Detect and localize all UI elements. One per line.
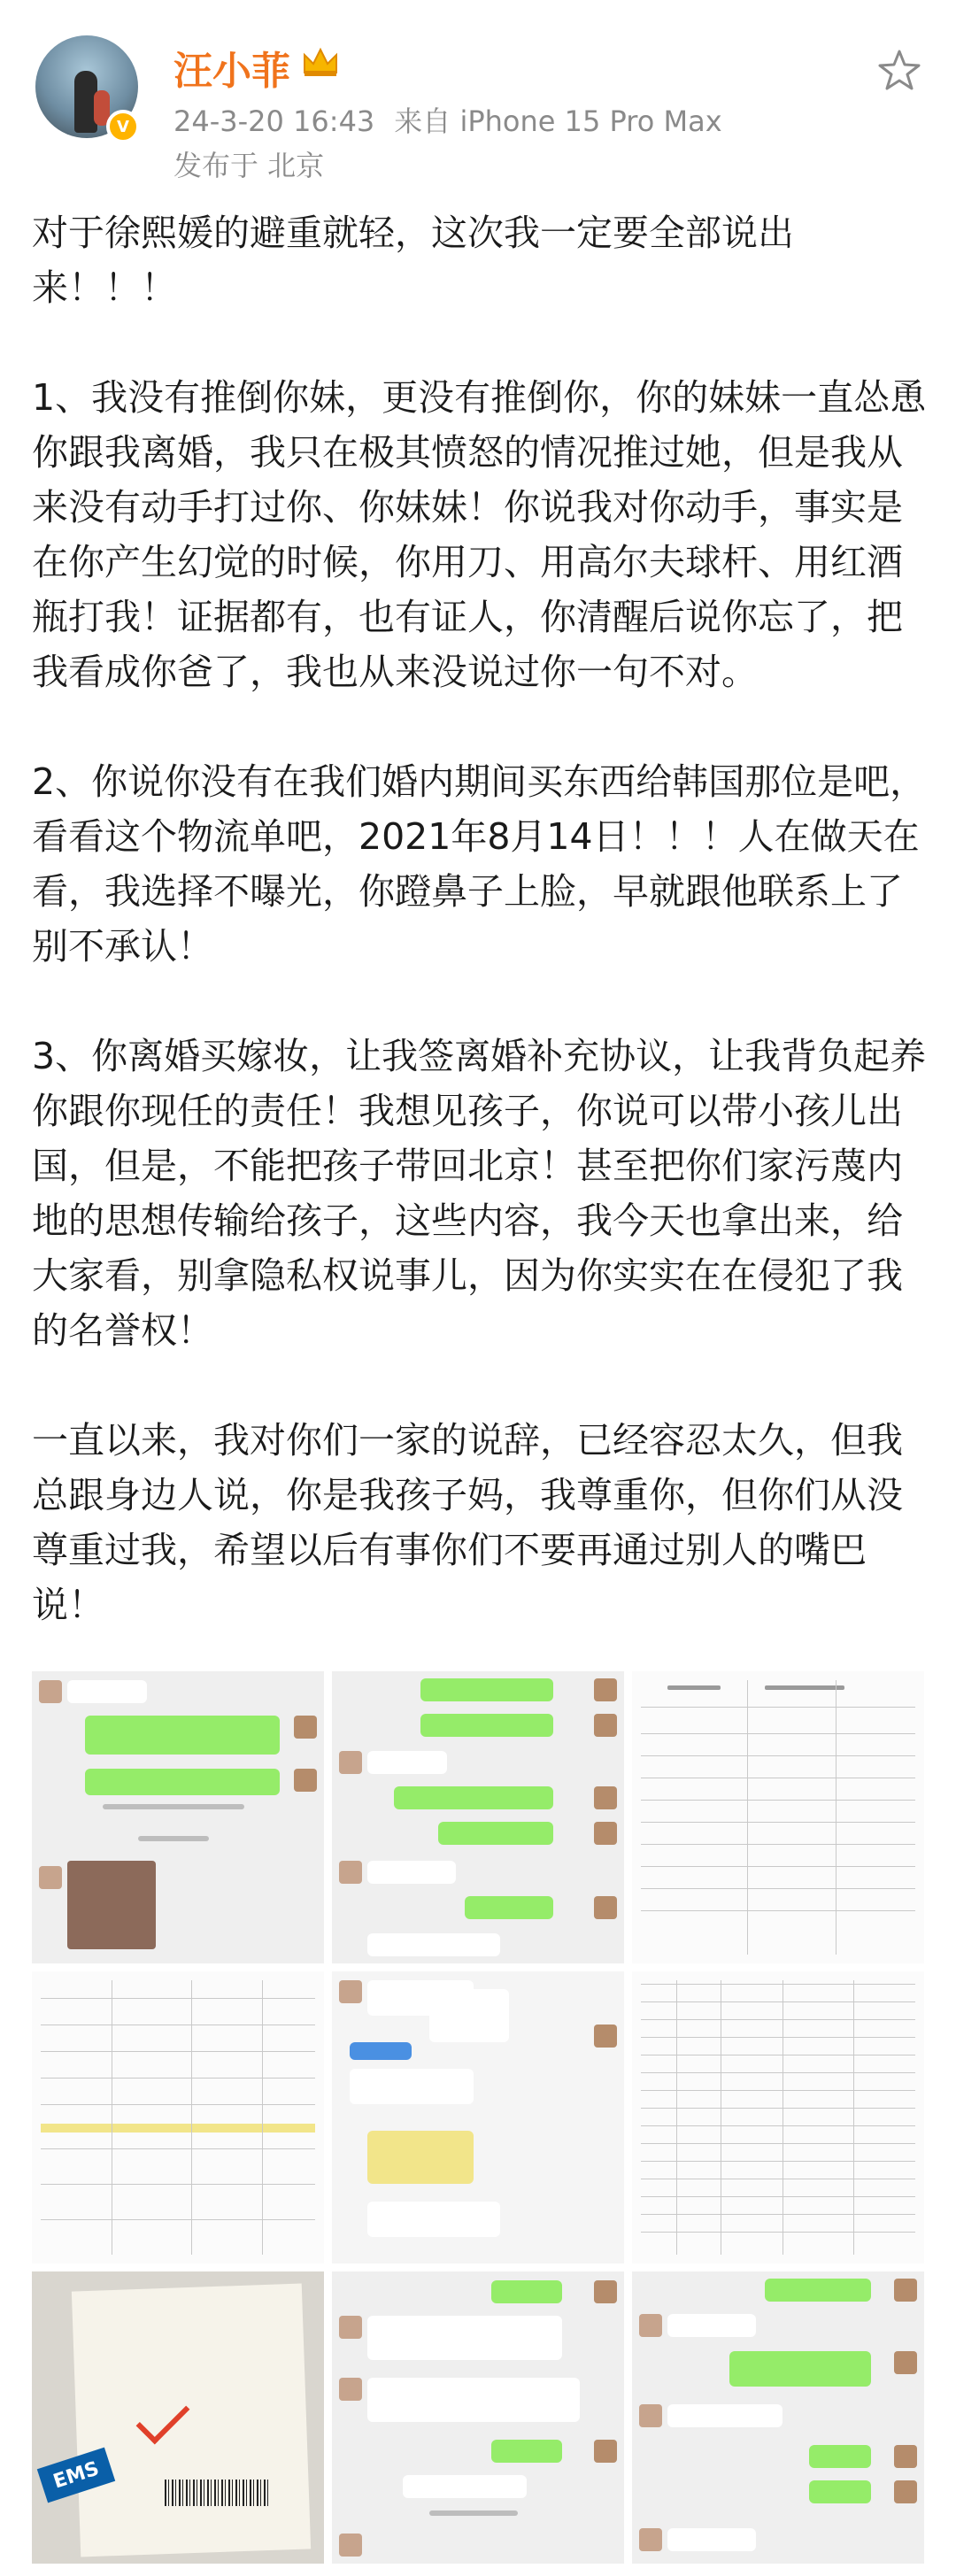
chat-bubble (350, 2069, 474, 2104)
table-row (641, 1755, 915, 1756)
table-row (641, 1822, 915, 1823)
post-source: 来自 iPhone 15 Pro Max (394, 104, 722, 138)
image-thumb-9[interactable] (632, 2271, 924, 2564)
chat-bubble (394, 1786, 553, 1809)
table-row (641, 1866, 915, 1867)
doc-text (765, 1685, 844, 1690)
image-thumb-3[interactable] (632, 1671, 924, 1963)
table-row (41, 2219, 315, 2220)
star-icon[interactable] (876, 48, 922, 94)
table-row (641, 2161, 915, 2162)
chat-bubble (420, 1678, 553, 1701)
chat-avatar (339, 2316, 362, 2339)
chat-avatar (594, 2025, 617, 2048)
chat-bubble (491, 2440, 562, 2463)
table-row (641, 2037, 915, 2038)
table-col (853, 1980, 854, 2255)
chat-time (429, 2510, 518, 2516)
chat-note (103, 1804, 244, 1809)
chat-bubble (809, 2480, 871, 2503)
chat-avatar (294, 1769, 317, 1792)
image-thumb-1[interactable] (32, 1671, 324, 1963)
table-row (41, 2184, 315, 2185)
table-row (641, 1707, 915, 1708)
chat-avatar (894, 2279, 917, 2302)
table-row (641, 1844, 915, 1845)
table-col (676, 1980, 677, 2255)
table-row (641, 2214, 915, 2215)
chat-avatar (39, 1866, 62, 1889)
chat-bubble (438, 1822, 553, 1845)
image-thumb-6[interactable] (632, 1971, 924, 2264)
highlight-row (41, 2124, 315, 2133)
image-thumb-7[interactable] (32, 2271, 324, 2564)
table-row (41, 2078, 315, 2079)
chat-avatar (594, 1786, 617, 1809)
table-row (641, 2196, 915, 2197)
chat-bubble (350, 2042, 412, 2060)
table-col (262, 1980, 263, 2255)
chat-bubble (403, 2475, 527, 2498)
chat-avatar (594, 2440, 617, 2463)
table-col (191, 1980, 192, 2255)
chat-bubble (367, 1861, 456, 1884)
chat-bubble (420, 1714, 553, 1737)
table-row (641, 2232, 915, 2233)
chat-bubble (729, 2351, 871, 2387)
chat-bubble (367, 1933, 500, 1956)
table-row (641, 1910, 915, 1911)
chat-avatar (339, 1861, 362, 1884)
chat-bubble (491, 2280, 562, 2303)
chat-avatar (594, 1822, 617, 1845)
chat-avatar (594, 1896, 617, 1919)
image-thumb-2[interactable] (332, 1671, 624, 1963)
chat-bubble (367, 2202, 500, 2237)
chat-bubble (667, 2314, 756, 2337)
barcode (165, 2480, 271, 2506)
table-row (41, 2051, 315, 2052)
chat-bubble (367, 2131, 474, 2184)
chat-bubble (465, 1896, 553, 1919)
chat-avatar (594, 1714, 617, 1737)
chat-avatar (639, 2404, 662, 2427)
table-row (641, 1733, 915, 1734)
chat-bubble (367, 1751, 447, 1774)
post-timestamp: 24-3-20 16:43 (173, 104, 375, 138)
chat-avatar (39, 1680, 62, 1703)
chat-avatar (894, 2351, 917, 2374)
chat-avatar (339, 2534, 362, 2557)
post-paragraph: 3、你离婚买嫁妆，让我签离婚补充协议，让我背负起养你跟你现任的责任！我想见孩子，你说可以带小孩儿出国，但是，不能把孩子带回北京！甚至把你们家污蔑内地的思想传输给孩子，这些内容，我今天也拿出来，给大家看，别拿隐私权说事儿，因为你实实在在侵犯了我的名誉权！ (32, 1035, 927, 1352)
chat-avatar (594, 1678, 617, 1701)
chat-avatar (594, 2280, 617, 2303)
chat-avatar (294, 1716, 317, 1739)
table-row (641, 1800, 915, 1801)
post-paragraph: 2、你说你没有在我们婚内期间买东西给韩国那位是吧，看看这个物流单吧，2021年8月14日！！！人在做天在看，我选择不曝光，你蹬鼻子上脸，早就跟他联系上了别不承认！ (32, 760, 927, 968)
chat-avatar (639, 2528, 662, 2551)
image-thumb-5[interactable] (332, 1971, 624, 2264)
chat-bubble (429, 1989, 509, 2042)
chat-bubble (67, 1680, 147, 1703)
chat-bubble (85, 1769, 280, 1795)
table-row (641, 2125, 915, 2126)
table-row (641, 2090, 915, 2091)
chat-bubble (667, 2528, 756, 2551)
post-body (32, 205, 931, 1632)
table-row (641, 2001, 915, 2002)
chat-avatar (339, 2378, 362, 2401)
doc-text (667, 1685, 721, 1690)
crown-icon (301, 46, 340, 78)
table-col (747, 1680, 748, 1955)
table-row (41, 1998, 315, 1999)
chat-bubble (765, 2279, 871, 2302)
image-thumb-8[interactable] (332, 2271, 624, 2564)
verified-badge-icon: V (106, 110, 140, 143)
chat-bubble (367, 2378, 580, 2422)
table-row (41, 2104, 315, 2105)
table-row (641, 2019, 915, 2020)
receipt-paper (72, 2284, 311, 2557)
table-row (641, 1984, 915, 1985)
post-meta (173, 99, 722, 140)
table-row (641, 2072, 915, 2073)
chat-bubble (809, 2445, 871, 2468)
post-header (0, 0, 956, 195)
post-paragraph: 一直以来，我对你们一家的说辞，已经容忍太久，但我总跟身边人说，你是我孩子妈，我尊重你，但你们从没尊重过我，希望以后有事你们不要再通过别人的嘴巴说！ (32, 1419, 903, 1626)
table-row (641, 2143, 915, 2144)
post-location: 发布于 北京 (173, 149, 325, 182)
image-thumb-4[interactable] (32, 1971, 324, 2264)
chat-time (138, 1836, 209, 1841)
chat-bubble (667, 2404, 783, 2427)
post-paragraph: 1、我没有推倒你妹，更没有推倒你，你的妹妹一直怂恿你跟我离婚，我只在极其愤怒的情况推过她，但是我从来没有动手打过你、你妹妹！你说我对你动手，事实是在你产生幻觉的时候，你用刀、用高尔夫球杆、用红酒瓶打我！证据都有，也有证人，你清醒后说你忘了，把我看成你爸了，我也从来没说过你一句不对。 (32, 376, 927, 693)
table-row (641, 2108, 915, 2109)
table-row (641, 1888, 915, 1889)
chat-photo (67, 1861, 156, 1949)
chat-avatar (894, 2445, 917, 2468)
chat-bubble (85, 1716, 280, 1755)
chat-bubble (367, 2316, 562, 2360)
post-paragraph: 对于徐熙媛的避重就轻，这次我一定要全部说出来！！！ (32, 212, 794, 309)
image-grid (32, 1671, 924, 2564)
chat-avatar (339, 1751, 362, 1774)
chat-avatar (639, 2314, 662, 2337)
table-row (41, 2148, 315, 2149)
ems-logo: EMS (37, 2448, 115, 2503)
chat-avatar (894, 2480, 917, 2503)
chat-avatar (339, 1980, 362, 2003)
username[interactable]: 汪小菲 (173, 49, 290, 94)
